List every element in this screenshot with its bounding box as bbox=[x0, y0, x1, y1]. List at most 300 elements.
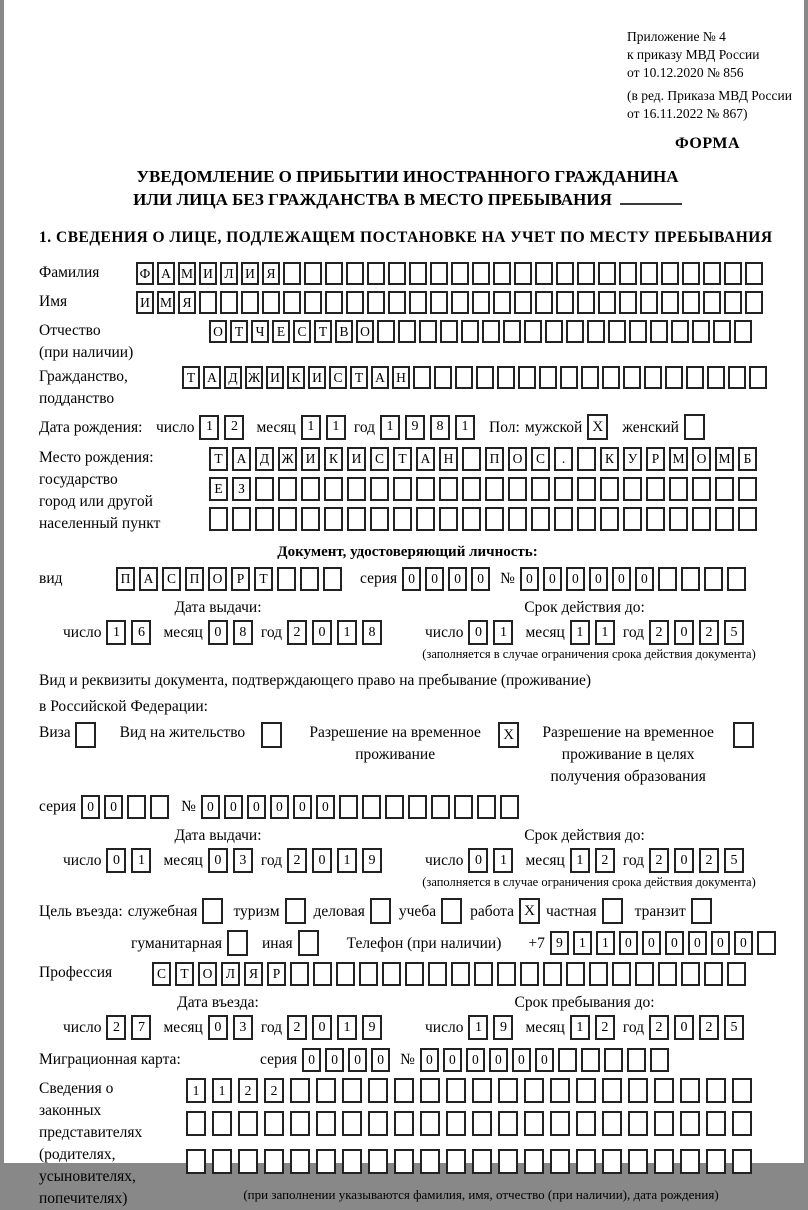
char-cell[interactable] bbox=[706, 1111, 726, 1136]
char-cell[interactable]: П bbox=[485, 447, 504, 471]
char-cell[interactable] bbox=[531, 477, 550, 501]
char-cell[interactable] bbox=[325, 262, 343, 285]
char-cell[interactable] bbox=[347, 477, 366, 501]
char-cell[interactable]: А bbox=[139, 567, 158, 591]
char-cell[interactable] bbox=[543, 962, 562, 986]
char-cell[interactable]: 0 bbox=[208, 620, 228, 645]
char-cell[interactable] bbox=[472, 1078, 492, 1103]
char-cell[interactable]: 0 bbox=[208, 848, 228, 873]
char-cell[interactable] bbox=[498, 1111, 518, 1136]
char-cell[interactable] bbox=[550, 1111, 570, 1136]
char-cell[interactable] bbox=[368, 1149, 388, 1174]
char-cell[interactable] bbox=[554, 507, 573, 531]
char-cell[interactable] bbox=[150, 795, 169, 819]
char-cell[interactable]: 0 bbox=[489, 1048, 508, 1072]
char-cell[interactable] bbox=[556, 262, 574, 285]
char-cell[interactable]: 0 bbox=[674, 1015, 694, 1040]
char-cell[interactable] bbox=[324, 507, 343, 531]
char-cell[interactable]: О bbox=[508, 447, 527, 471]
char-cell[interactable]: У bbox=[623, 447, 642, 471]
char-cell[interactable] bbox=[212, 1149, 232, 1174]
char-cell[interactable]: 2 bbox=[264, 1078, 284, 1103]
char-cell[interactable] bbox=[514, 291, 532, 314]
char-cell[interactable]: О bbox=[356, 320, 374, 343]
char-cell[interactable] bbox=[646, 477, 665, 501]
char-cell[interactable] bbox=[646, 507, 665, 531]
char-cell[interactable] bbox=[439, 507, 458, 531]
char-cell[interactable] bbox=[440, 320, 458, 343]
char-cell[interactable] bbox=[451, 291, 469, 314]
char-cell[interactable]: 0 bbox=[371, 1048, 390, 1072]
char-cell[interactable] bbox=[518, 366, 536, 389]
char-cell[interactable] bbox=[323, 567, 342, 591]
char-cell[interactable] bbox=[681, 567, 700, 591]
char-cell[interactable] bbox=[238, 1111, 258, 1136]
char-cell[interactable]: 0 bbox=[247, 795, 266, 819]
char-cell[interactable] bbox=[602, 366, 620, 389]
char-cell[interactable] bbox=[654, 1111, 674, 1136]
char-cell[interactable] bbox=[612, 962, 631, 986]
char-cell[interactable] bbox=[298, 930, 319, 956]
char-cell[interactable]: 2 bbox=[224, 415, 244, 440]
char-cell[interactable] bbox=[733, 722, 754, 748]
char-cell[interactable] bbox=[461, 320, 479, 343]
char-cell[interactable]: 1 bbox=[199, 415, 219, 440]
char-cell[interactable]: Б bbox=[738, 447, 757, 471]
char-cell[interactable] bbox=[602, 1149, 622, 1174]
char-cell[interactable] bbox=[277, 567, 296, 591]
char-cell[interactable]: М bbox=[178, 262, 196, 285]
char-cell[interactable] bbox=[264, 1111, 284, 1136]
char-cell[interactable] bbox=[732, 1111, 752, 1136]
char-cell[interactable] bbox=[409, 262, 427, 285]
char-cell[interactable] bbox=[304, 262, 322, 285]
char-cell[interactable] bbox=[441, 898, 462, 924]
char-cell[interactable] bbox=[127, 795, 146, 819]
char-cell[interactable] bbox=[707, 366, 725, 389]
char-cell[interactable] bbox=[451, 262, 469, 285]
char-cell[interactable]: Н bbox=[439, 447, 458, 471]
char-cell[interactable] bbox=[619, 291, 637, 314]
char-cell[interactable]: А bbox=[203, 366, 221, 389]
char-cell[interactable] bbox=[503, 320, 521, 343]
char-cell[interactable]: Н bbox=[392, 366, 410, 389]
char-cell[interactable]: 0 bbox=[81, 795, 100, 819]
char-cell[interactable] bbox=[462, 447, 481, 471]
char-cell[interactable]: А bbox=[371, 366, 389, 389]
char-cell[interactable] bbox=[393, 507, 412, 531]
char-cell[interactable] bbox=[472, 1149, 492, 1174]
char-cell[interactable]: 0 bbox=[471, 567, 490, 591]
char-cell[interactable]: 0 bbox=[468, 848, 488, 873]
char-cell[interactable]: 2 bbox=[287, 1015, 307, 1040]
char-cell[interactable] bbox=[316, 1078, 336, 1103]
char-cell[interactable]: 0 bbox=[468, 620, 488, 645]
char-cell[interactable]: Л bbox=[221, 962, 240, 986]
char-cell[interactable] bbox=[566, 320, 584, 343]
char-cell[interactable] bbox=[431, 795, 450, 819]
char-cell[interactable]: 0 bbox=[312, 620, 332, 645]
char-cell[interactable] bbox=[255, 507, 274, 531]
char-cell[interactable] bbox=[430, 291, 448, 314]
char-cell[interactable] bbox=[581, 1048, 600, 1072]
char-cell[interactable]: 0 bbox=[612, 567, 631, 591]
char-cell[interactable] bbox=[416, 477, 435, 501]
char-cell[interactable] bbox=[212, 1111, 232, 1136]
char-cell[interactable] bbox=[628, 1111, 648, 1136]
char-cell[interactable]: 1 bbox=[455, 415, 475, 440]
char-cell[interactable] bbox=[727, 567, 746, 591]
char-cell[interactable]: 0 bbox=[201, 795, 220, 819]
char-cell[interactable]: А bbox=[416, 447, 435, 471]
char-cell[interactable]: X bbox=[587, 414, 608, 440]
char-cell[interactable] bbox=[451, 962, 470, 986]
char-cell[interactable]: 0 bbox=[619, 931, 638, 955]
char-cell[interactable] bbox=[658, 962, 677, 986]
char-cell[interactable]: Р bbox=[267, 962, 286, 986]
char-cell[interactable]: 1 bbox=[337, 848, 357, 873]
char-cell[interactable]: 0 bbox=[106, 848, 126, 873]
char-cell[interactable] bbox=[628, 1149, 648, 1174]
char-cell[interactable]: 0 bbox=[589, 567, 608, 591]
char-cell[interactable] bbox=[241, 291, 259, 314]
char-cell[interactable]: 1 bbox=[301, 415, 321, 440]
char-cell[interactable] bbox=[232, 507, 251, 531]
char-cell[interactable] bbox=[359, 962, 378, 986]
char-cell[interactable] bbox=[715, 477, 734, 501]
char-cell[interactable] bbox=[757, 931, 776, 955]
char-cell[interactable]: С bbox=[162, 567, 181, 591]
char-cell[interactable] bbox=[199, 291, 217, 314]
char-cell[interactable]: 1 bbox=[573, 931, 592, 955]
char-cell[interactable]: Е bbox=[209, 477, 228, 501]
char-cell[interactable] bbox=[577, 291, 595, 314]
char-cell[interactable] bbox=[524, 1078, 544, 1103]
char-cell[interactable]: И bbox=[347, 447, 366, 471]
char-cell[interactable]: 1 bbox=[186, 1078, 206, 1103]
char-cell[interactable] bbox=[724, 262, 742, 285]
char-cell[interactable] bbox=[434, 366, 452, 389]
char-cell[interactable] bbox=[370, 477, 389, 501]
char-cell[interactable] bbox=[598, 291, 616, 314]
char-cell[interactable] bbox=[382, 962, 401, 986]
char-cell[interactable] bbox=[680, 1078, 700, 1103]
char-cell[interactable]: П bbox=[185, 567, 204, 591]
char-cell[interactable]: 0 bbox=[270, 795, 289, 819]
char-cell[interactable]: Р bbox=[646, 447, 665, 471]
char-cell[interactable] bbox=[428, 962, 447, 986]
char-cell[interactable] bbox=[497, 366, 515, 389]
char-cell[interactable] bbox=[500, 795, 519, 819]
char-cell[interactable] bbox=[316, 1149, 336, 1174]
char-cell[interactable]: О bbox=[208, 567, 227, 591]
char-cell[interactable]: 0 bbox=[443, 1048, 462, 1072]
char-cell[interactable] bbox=[342, 1078, 362, 1103]
char-cell[interactable]: 1 bbox=[493, 848, 513, 873]
char-cell[interactable]: А bbox=[232, 447, 251, 471]
char-cell[interactable] bbox=[704, 567, 723, 591]
char-cell[interactable] bbox=[627, 1048, 646, 1072]
char-cell[interactable]: С bbox=[293, 320, 311, 343]
char-cell[interactable]: 9 bbox=[362, 1015, 382, 1040]
char-cell[interactable]: И bbox=[199, 262, 217, 285]
char-cell[interactable]: Ч bbox=[251, 320, 269, 343]
char-cell[interactable]: 1 bbox=[337, 1015, 357, 1040]
char-cell[interactable]: 1 bbox=[468, 1015, 488, 1040]
char-cell[interactable]: 2 bbox=[649, 620, 669, 645]
char-cell[interactable] bbox=[290, 1111, 310, 1136]
char-cell[interactable] bbox=[658, 567, 677, 591]
char-cell[interactable] bbox=[377, 320, 395, 343]
char-cell[interactable] bbox=[300, 567, 319, 591]
char-cell[interactable] bbox=[283, 262, 301, 285]
char-cell[interactable] bbox=[671, 320, 689, 343]
char-cell[interactable] bbox=[713, 320, 731, 343]
char-cell[interactable] bbox=[661, 262, 679, 285]
char-cell[interactable] bbox=[472, 262, 490, 285]
char-cell[interactable]: Ф bbox=[136, 262, 154, 285]
char-cell[interactable] bbox=[577, 477, 596, 501]
char-cell[interactable] bbox=[368, 1078, 388, 1103]
char-cell[interactable] bbox=[264, 1149, 284, 1174]
char-cell[interactable]: М bbox=[157, 291, 175, 314]
char-cell[interactable] bbox=[261, 722, 282, 748]
char-cell[interactable]: 2 bbox=[649, 1015, 669, 1040]
char-cell[interactable]: . bbox=[554, 447, 573, 471]
char-cell[interactable] bbox=[416, 507, 435, 531]
char-cell[interactable] bbox=[420, 1149, 440, 1174]
char-cell[interactable] bbox=[408, 795, 427, 819]
char-cell[interactable]: 0 bbox=[420, 1048, 439, 1072]
char-cell[interactable] bbox=[290, 962, 309, 986]
char-cell[interactable] bbox=[278, 507, 297, 531]
char-cell[interactable]: 2 bbox=[699, 848, 719, 873]
char-cell[interactable]: 2 bbox=[699, 620, 719, 645]
char-cell[interactable] bbox=[640, 262, 658, 285]
char-cell[interactable] bbox=[508, 477, 527, 501]
char-cell[interactable] bbox=[446, 1149, 466, 1174]
char-cell[interactable] bbox=[745, 291, 763, 314]
char-cell[interactable]: Т bbox=[254, 567, 273, 591]
char-cell[interactable]: Т bbox=[209, 447, 228, 471]
char-cell[interactable]: П bbox=[116, 567, 135, 591]
char-cell[interactable] bbox=[476, 366, 494, 389]
char-cell[interactable] bbox=[692, 477, 711, 501]
char-cell[interactable] bbox=[558, 1048, 577, 1072]
char-cell[interactable] bbox=[749, 366, 767, 389]
char-cell[interactable] bbox=[316, 1111, 336, 1136]
char-cell[interactable] bbox=[388, 291, 406, 314]
char-cell[interactable]: 1 bbox=[493, 620, 513, 645]
char-cell[interactable] bbox=[650, 1048, 669, 1072]
char-cell[interactable]: Ж bbox=[245, 366, 263, 389]
char-cell[interactable]: 2 bbox=[699, 1015, 719, 1040]
char-cell[interactable] bbox=[684, 414, 705, 440]
char-cell[interactable] bbox=[566, 962, 585, 986]
char-cell[interactable] bbox=[654, 1149, 674, 1174]
char-cell[interactable] bbox=[640, 291, 658, 314]
char-cell[interactable] bbox=[581, 366, 599, 389]
char-cell[interactable] bbox=[727, 962, 746, 986]
char-cell[interactable] bbox=[186, 1111, 206, 1136]
char-cell[interactable] bbox=[682, 262, 700, 285]
char-cell[interactable] bbox=[535, 262, 553, 285]
char-cell[interactable] bbox=[650, 320, 668, 343]
char-cell[interactable] bbox=[75, 722, 96, 748]
char-cell[interactable] bbox=[598, 262, 616, 285]
char-cell[interactable]: К bbox=[600, 447, 619, 471]
char-cell[interactable]: И bbox=[308, 366, 326, 389]
char-cell[interactable]: 2 bbox=[595, 848, 615, 873]
char-cell[interactable]: 0 bbox=[208, 1015, 228, 1040]
char-cell[interactable] bbox=[692, 507, 711, 531]
char-cell[interactable] bbox=[635, 962, 654, 986]
char-cell[interactable] bbox=[419, 320, 437, 343]
char-cell[interactable] bbox=[482, 320, 500, 343]
char-cell[interactable] bbox=[508, 507, 527, 531]
char-cell[interactable] bbox=[394, 1078, 414, 1103]
char-cell[interactable]: Т bbox=[393, 447, 412, 471]
char-cell[interactable]: Я bbox=[244, 962, 263, 986]
char-cell[interactable] bbox=[738, 507, 757, 531]
char-cell[interactable] bbox=[493, 291, 511, 314]
char-cell[interactable] bbox=[398, 320, 416, 343]
char-cell[interactable] bbox=[623, 366, 641, 389]
char-cell[interactable]: 0 bbox=[448, 567, 467, 591]
char-cell[interactable] bbox=[520, 962, 539, 986]
char-cell[interactable]: 0 bbox=[512, 1048, 531, 1072]
char-cell[interactable] bbox=[430, 262, 448, 285]
char-cell[interactable]: 1 bbox=[570, 620, 590, 645]
char-cell[interactable] bbox=[576, 1149, 596, 1174]
char-cell[interactable]: 1 bbox=[131, 848, 151, 873]
char-cell[interactable]: 1 bbox=[212, 1078, 232, 1103]
char-cell[interactable] bbox=[394, 1111, 414, 1136]
char-cell[interactable] bbox=[283, 291, 301, 314]
char-cell[interactable]: З bbox=[232, 477, 251, 501]
char-cell[interactable] bbox=[745, 262, 763, 285]
char-cell[interactable] bbox=[604, 1048, 623, 1072]
char-cell[interactable]: 5 bbox=[724, 620, 744, 645]
char-cell[interactable]: 1 bbox=[570, 1015, 590, 1040]
char-cell[interactable] bbox=[409, 291, 427, 314]
char-cell[interactable]: 1 bbox=[337, 620, 357, 645]
char-cell[interactable] bbox=[420, 1111, 440, 1136]
char-cell[interactable]: 0 bbox=[104, 795, 123, 819]
char-cell[interactable] bbox=[238, 1149, 258, 1174]
char-cell[interactable]: А bbox=[157, 262, 175, 285]
char-cell[interactable]: 0 bbox=[224, 795, 243, 819]
char-cell[interactable]: 1 bbox=[595, 620, 615, 645]
char-cell[interactable] bbox=[278, 477, 297, 501]
char-cell[interactable] bbox=[628, 1078, 648, 1103]
char-cell[interactable] bbox=[682, 291, 700, 314]
char-cell[interactable] bbox=[576, 1078, 596, 1103]
char-cell[interactable] bbox=[413, 366, 431, 389]
char-cell[interactable] bbox=[462, 507, 481, 531]
char-cell[interactable]: 8 bbox=[430, 415, 450, 440]
char-cell[interactable] bbox=[474, 962, 493, 986]
char-cell[interactable] bbox=[524, 1149, 544, 1174]
char-cell[interactable]: 1 bbox=[106, 620, 126, 645]
char-cell[interactable]: М bbox=[669, 447, 688, 471]
char-cell[interactable] bbox=[577, 262, 595, 285]
char-cell[interactable] bbox=[524, 320, 542, 343]
char-cell[interactable]: 0 bbox=[674, 848, 694, 873]
char-cell[interactable] bbox=[336, 962, 355, 986]
char-cell[interactable] bbox=[220, 291, 238, 314]
char-cell[interactable] bbox=[497, 962, 516, 986]
char-cell[interactable] bbox=[368, 1111, 388, 1136]
char-cell[interactable]: 2 bbox=[595, 1015, 615, 1040]
char-cell[interactable] bbox=[498, 1078, 518, 1103]
char-cell[interactable] bbox=[304, 291, 322, 314]
char-cell[interactable] bbox=[608, 320, 626, 343]
char-cell[interactable] bbox=[472, 1111, 492, 1136]
char-cell[interactable]: 2 bbox=[287, 848, 307, 873]
char-cell[interactable] bbox=[485, 477, 504, 501]
char-cell[interactable] bbox=[692, 320, 710, 343]
char-cell[interactable] bbox=[665, 366, 683, 389]
char-cell[interactable] bbox=[420, 1078, 440, 1103]
char-cell[interactable] bbox=[619, 262, 637, 285]
char-cell[interactable] bbox=[186, 1149, 206, 1174]
char-cell[interactable]: 8 bbox=[233, 620, 253, 645]
char-cell[interactable] bbox=[600, 507, 619, 531]
char-cell[interactable]: Т bbox=[314, 320, 332, 343]
char-cell[interactable] bbox=[550, 1078, 570, 1103]
char-cell[interactable] bbox=[290, 1149, 310, 1174]
char-cell[interactable] bbox=[680, 1111, 700, 1136]
char-cell[interactable] bbox=[477, 795, 496, 819]
char-cell[interactable] bbox=[405, 962, 424, 986]
char-cell[interactable]: 0 bbox=[316, 795, 335, 819]
char-cell[interactable] bbox=[362, 795, 381, 819]
char-cell[interactable] bbox=[301, 477, 320, 501]
char-cell[interactable] bbox=[644, 366, 662, 389]
char-cell[interactable] bbox=[493, 262, 511, 285]
char-cell[interactable] bbox=[385, 795, 404, 819]
char-cell[interactable]: И bbox=[266, 366, 284, 389]
char-cell[interactable]: 0 bbox=[520, 567, 539, 591]
char-cell[interactable]: 2 bbox=[106, 1015, 126, 1040]
char-cell[interactable]: 2 bbox=[649, 848, 669, 873]
char-cell[interactable] bbox=[514, 262, 532, 285]
char-cell[interactable]: К bbox=[324, 447, 343, 471]
char-cell[interactable] bbox=[623, 477, 642, 501]
char-cell[interactable] bbox=[388, 262, 406, 285]
char-cell[interactable]: 9 bbox=[493, 1015, 513, 1040]
char-cell[interactable]: Т bbox=[175, 962, 194, 986]
char-cell[interactable]: Д bbox=[224, 366, 242, 389]
char-cell[interactable]: 1 bbox=[570, 848, 590, 873]
char-cell[interactable]: И bbox=[136, 291, 154, 314]
char-cell[interactable] bbox=[346, 262, 364, 285]
char-cell[interactable]: 0 bbox=[325, 1048, 344, 1072]
char-cell[interactable]: Е bbox=[272, 320, 290, 343]
char-cell[interactable] bbox=[602, 898, 623, 924]
char-cell[interactable]: 0 bbox=[711, 931, 730, 955]
char-cell[interactable]: 1 bbox=[380, 415, 400, 440]
char-cell[interactable]: 0 bbox=[543, 567, 562, 591]
char-cell[interactable]: Ж bbox=[278, 447, 297, 471]
char-cell[interactable] bbox=[367, 262, 385, 285]
char-cell[interactable] bbox=[454, 795, 473, 819]
char-cell[interactable]: И bbox=[241, 262, 259, 285]
char-cell[interactable]: 0 bbox=[674, 620, 694, 645]
char-cell[interactable]: 0 bbox=[312, 848, 332, 873]
char-cell[interactable] bbox=[367, 291, 385, 314]
